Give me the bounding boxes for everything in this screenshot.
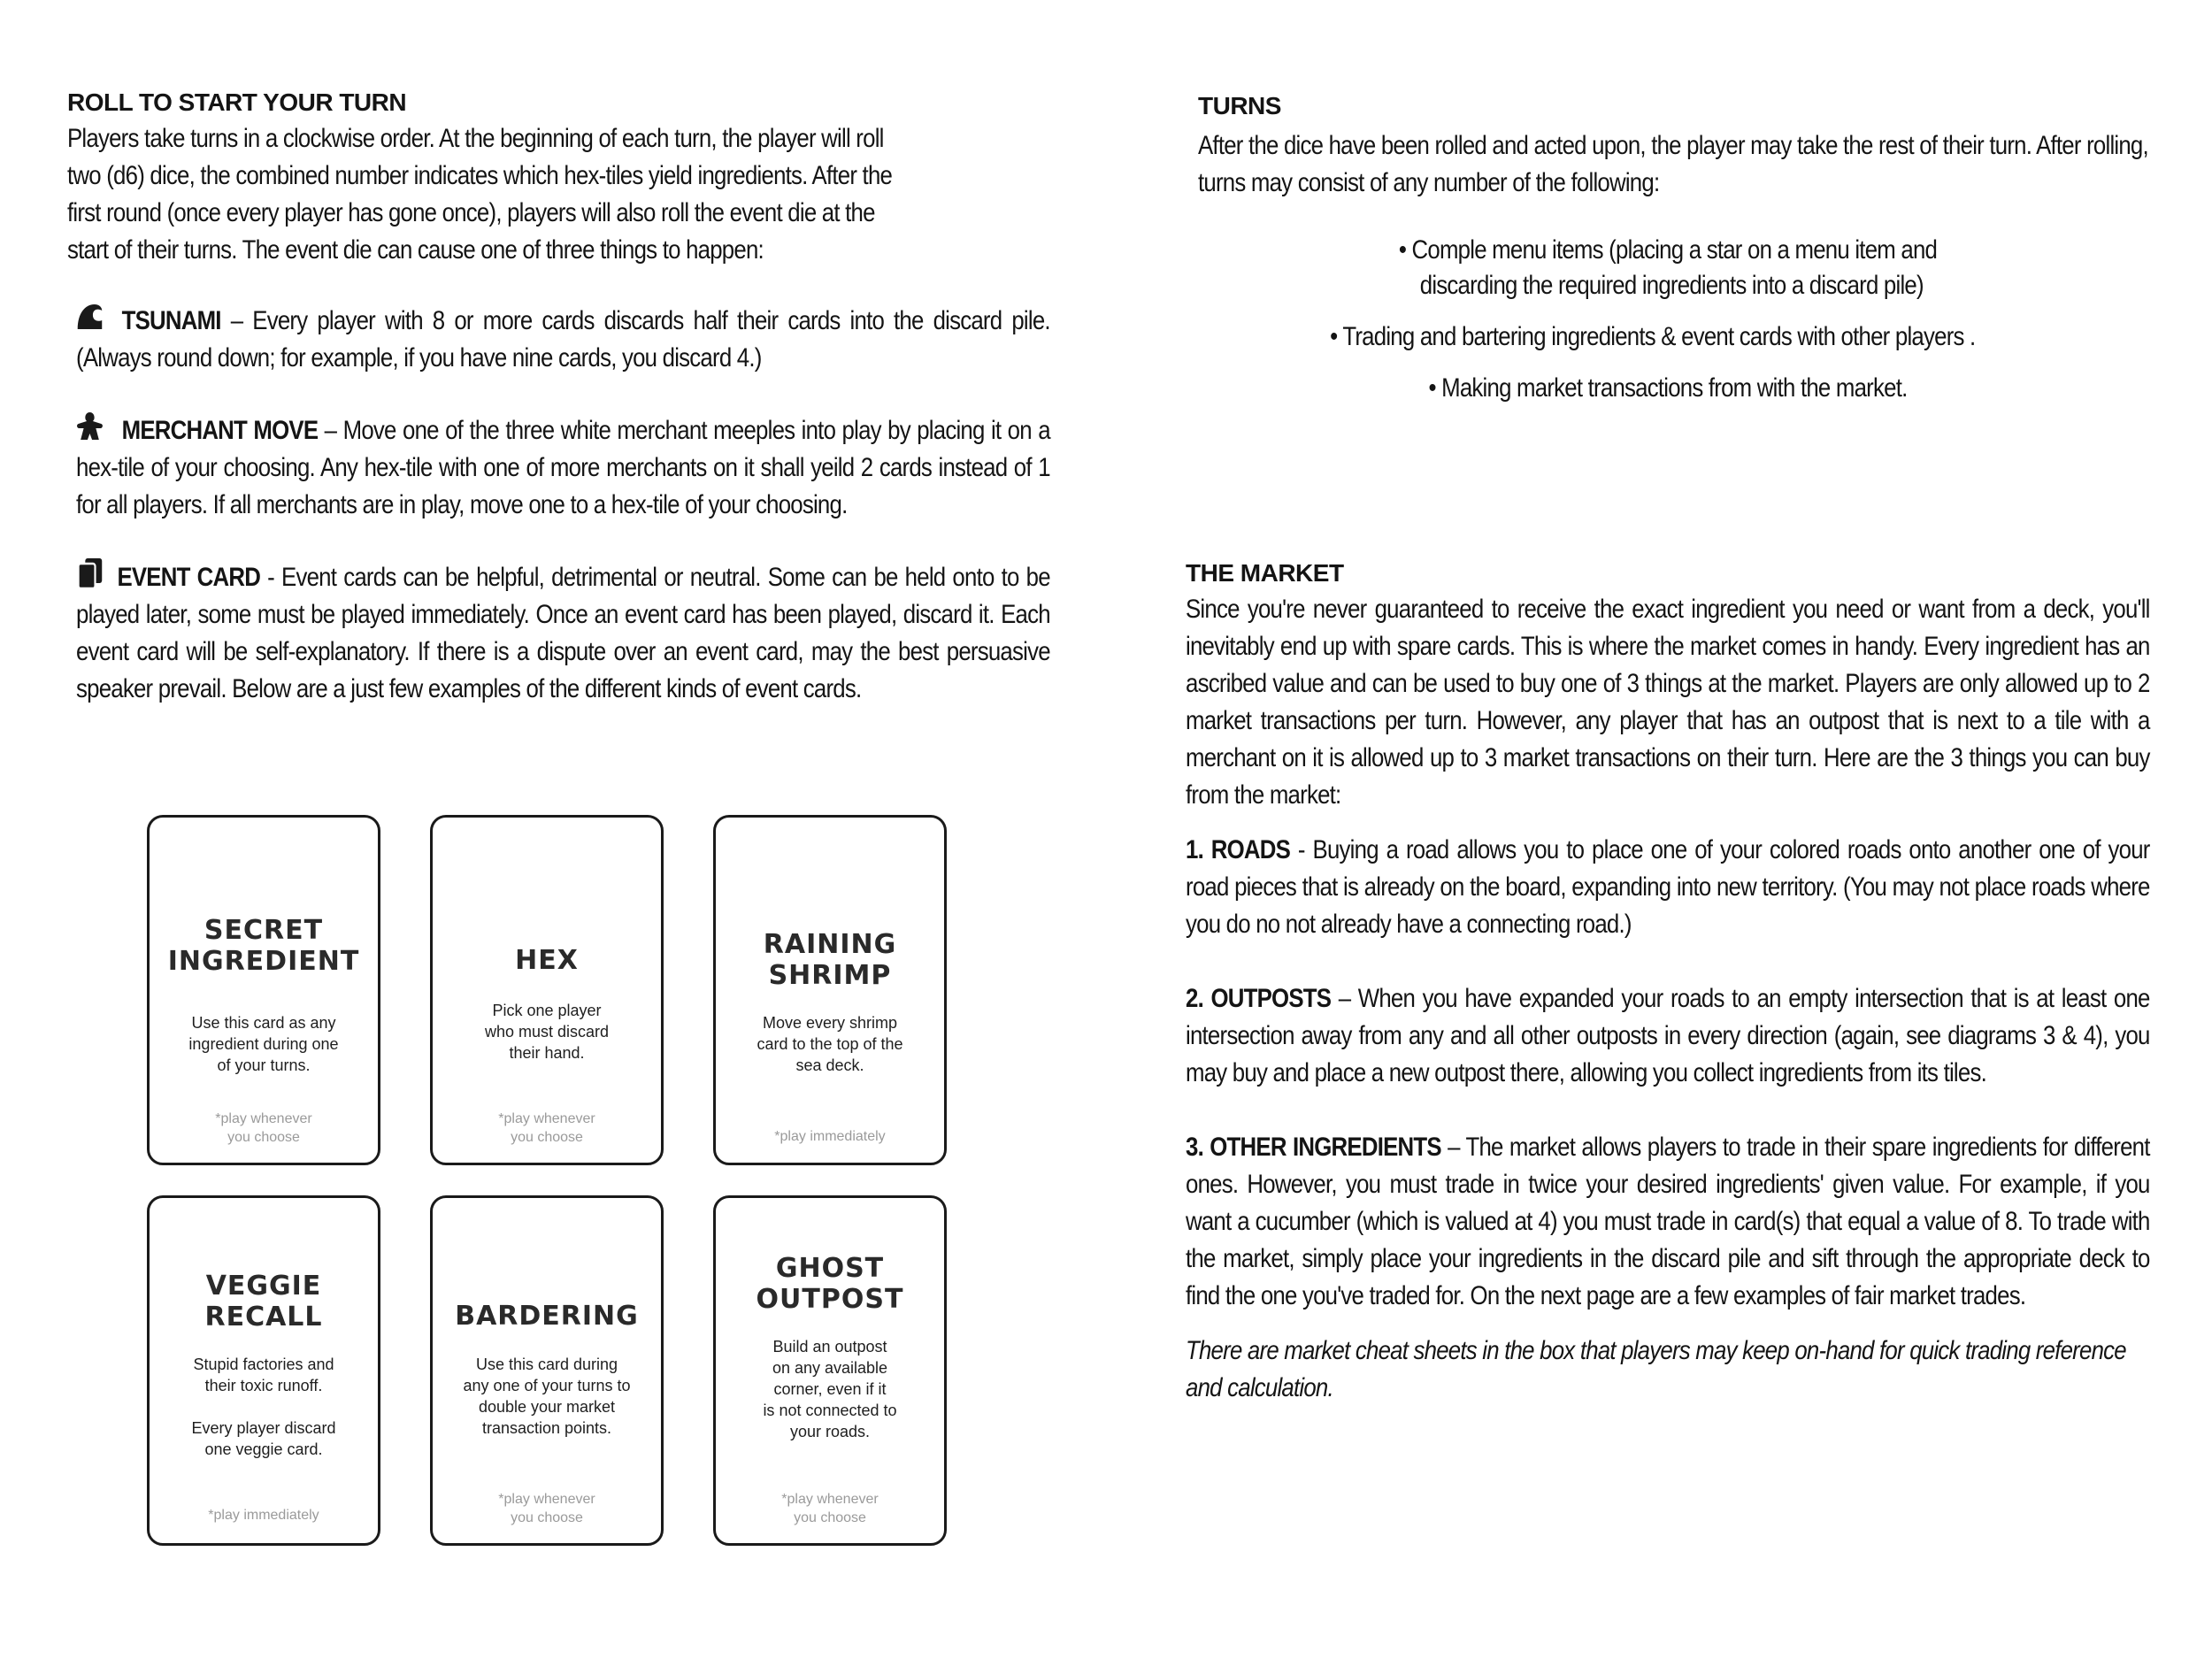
- card-title: HEX: [515, 945, 579, 976]
- event-card-label: EVENT CARD: [117, 563, 261, 592]
- left-column: [67, 85, 1050, 708]
- merchant-move-text: – Move one of the three white merchant meeples into play by placing it on a hex-tile of your choosing. Any hex-tile with one of more merchants on it shall yeild 2 cards instead of 1 for all players. If all merchants are in play, move one to a hex-tile of your choosing.: [76, 416, 1050, 519]
- roll-heading: ROLL TO START YOUR TURN: [67, 88, 407, 116]
- market-cheat-sheet-note: There are market cheat sheets in the box that players may keep on-hand for quick trading reference and calculation.: [1186, 1336, 2126, 1402]
- event-tsunami: [76, 301, 1050, 377]
- turns-heading: TURNS: [1198, 92, 1281, 119]
- card-body: Use this card as any ingredient during one of your turns.: [188, 1014, 339, 1074]
- other-ingredients-text: – The market allows players to trade in their spare ingredients for different ones. However, you must trade in twice your desired ingredients' given value. For example, if you want a cucumber (which is valued at 4) you must trade in card(s) that equal a value of 8. To trade with the market, simply place your ingredients in the discard pile and sift through the appropriate deck to find the one you've traded for. On the next page are a few examples of fair market trades.: [1186, 1133, 2150, 1310]
- meeple-icon: [76, 411, 104, 442]
- card-title: VEGGIE RECALL: [204, 1271, 323, 1333]
- card-footer: *play whenever you choose: [498, 1492, 595, 1525]
- card-body: Build an outpost on any available corner, even if it is not connected to your roads.: [763, 1338, 897, 1440]
- roll-body: Players take turns in a clockwise order. At the beginning of each turn, the player will roll two (d6) dice, the combined number indicates which hex-tiles yield ingredients. After the first round (once every player has gone once), players will also roll the event die at the start of their turns. The event die can cause one of three things to happen:: [67, 124, 893, 265]
- market-item-outposts: [1186, 980, 2150, 1092]
- outposts-label: 2. OUTPOSTS: [1186, 984, 1332, 1013]
- card-ghost-outpost: [713, 1195, 947, 1546]
- event-merchant-move: [76, 411, 1050, 524]
- card-secret-ingredient: [147, 815, 380, 1165]
- card-footer: *play whenever you choose: [498, 1111, 595, 1145]
- card-veggie-recall: [147, 1195, 380, 1546]
- card-title: SECRET INGREDIENT: [167, 915, 360, 977]
- card-title: BARDERING: [455, 1301, 639, 1332]
- card-footer: *play whenever you choose: [215, 1111, 312, 1145]
- roads-label: 1. ROADS: [1186, 835, 1291, 864]
- turn-option-menu-items: • Comple menu items (placing a star on a menu item and: [1398, 235, 1938, 265]
- market-item-roads: [1186, 832, 2150, 943]
- card-bardering: [430, 1195, 664, 1546]
- outposts-text: – When you have expanded your roads to an empty intersection that is at least one intersection away from any and all other outposts in every direction (again, see diagrams 3 & 4), you may buy and place a new outpost there, allowing you collect ingredients from its tiles.: [1186, 984, 2150, 1087]
- turn-option-trading: • Trading and bartering ingredients & event cards with other players .: [1330, 322, 1976, 351]
- event-card-examples: [147, 815, 954, 1549]
- card-body: Use this card during any one of your turns to double your market transaction points.: [463, 1356, 631, 1437]
- wave-icon: [76, 301, 104, 333]
- card-hex: [430, 815, 664, 1165]
- card-footer: *play immediately: [208, 1508, 319, 1523]
- tsunami-label: TSUNAMI: [121, 306, 221, 335]
- right-column: [1186, 88, 2150, 1407]
- event-card-text: - Event cards can be helpful, detrimental or neutral. Some can be held onto to be played later, some must be played immediately. Once an event card has been played, discard it. Each event card will be self-explanatory. If there is a dispute over an event card, may the best persuasive speaker prevail. Below are a just few examples of the different kinds of event cards.: [76, 563, 1050, 703]
- card-title: GHOST OUTPOST: [756, 1253, 904, 1315]
- turn-option-menu-items-cont: discarding the required ingredients into a discard pile): [1419, 271, 1924, 300]
- event-card: [76, 557, 1050, 708]
- card-footer: *play whenever you choose: [781, 1492, 879, 1525]
- turn-option-market: • Making market transactions from with the market.: [1428, 373, 1908, 403]
- tsunami-text: – Every player with 8 or more cards discards half their cards into the discard pile. (Always round down; for example, if you have nine cards, you discard 4.): [76, 306, 1050, 373]
- card-footer: *play immediately: [774, 1129, 886, 1144]
- roads-text: - Buying a road allows you to place one of your colored roads onto another one of your road pieces that is already on the board, expanding into new territory. (You may not place roads where you do no not already have a connecting road.): [1186, 835, 2150, 939]
- merchant-move-label: MERCHANT MOVE: [121, 416, 319, 445]
- turn-options-list: [1186, 232, 2150, 407]
- cards-icon: [76, 557, 104, 589]
- market-heading: THE MARKET: [1186, 559, 1344, 587]
- card-body: Stupid factories and their toxic runoff. Every player discard one veggie card.: [191, 1356, 336, 1458]
- card-body: Move every shrimp card to the top of the sea deck.: [757, 1014, 903, 1074]
- card-body: Pick one player who must discard their hand.: [484, 1002, 610, 1062]
- card-raining-shrimp: [713, 815, 947, 1165]
- card-title: RAINING SHRIMP: [763, 929, 897, 991]
- other-ingredients-label: 3. OTHER INGREDIENTS: [1186, 1133, 1441, 1162]
- market-body: Since you're never guaranteed to receive the exact ingredient you need or want from a deck, you'll inevitably end up with spare cards. This is where the market comes in handy. Every ingredient has an ascribed value and can be used to buy one of 3 things at the market. Players are only allowed up to 2 market transactions per turn. However, any player that has an outpost that is next to a tile with a merchant on it is allowed up to 3 market transactions on their turn. Here are the 3 things you can buy from the market:: [1186, 595, 2150, 810]
- turns-body: After the dice have been rolled and acted upon, the player may take the rest of their turn. After rolling, turns may consist of any number of the following:: [1198, 131, 2148, 197]
- market-item-other-ingredients: [1186, 1129, 2150, 1315]
